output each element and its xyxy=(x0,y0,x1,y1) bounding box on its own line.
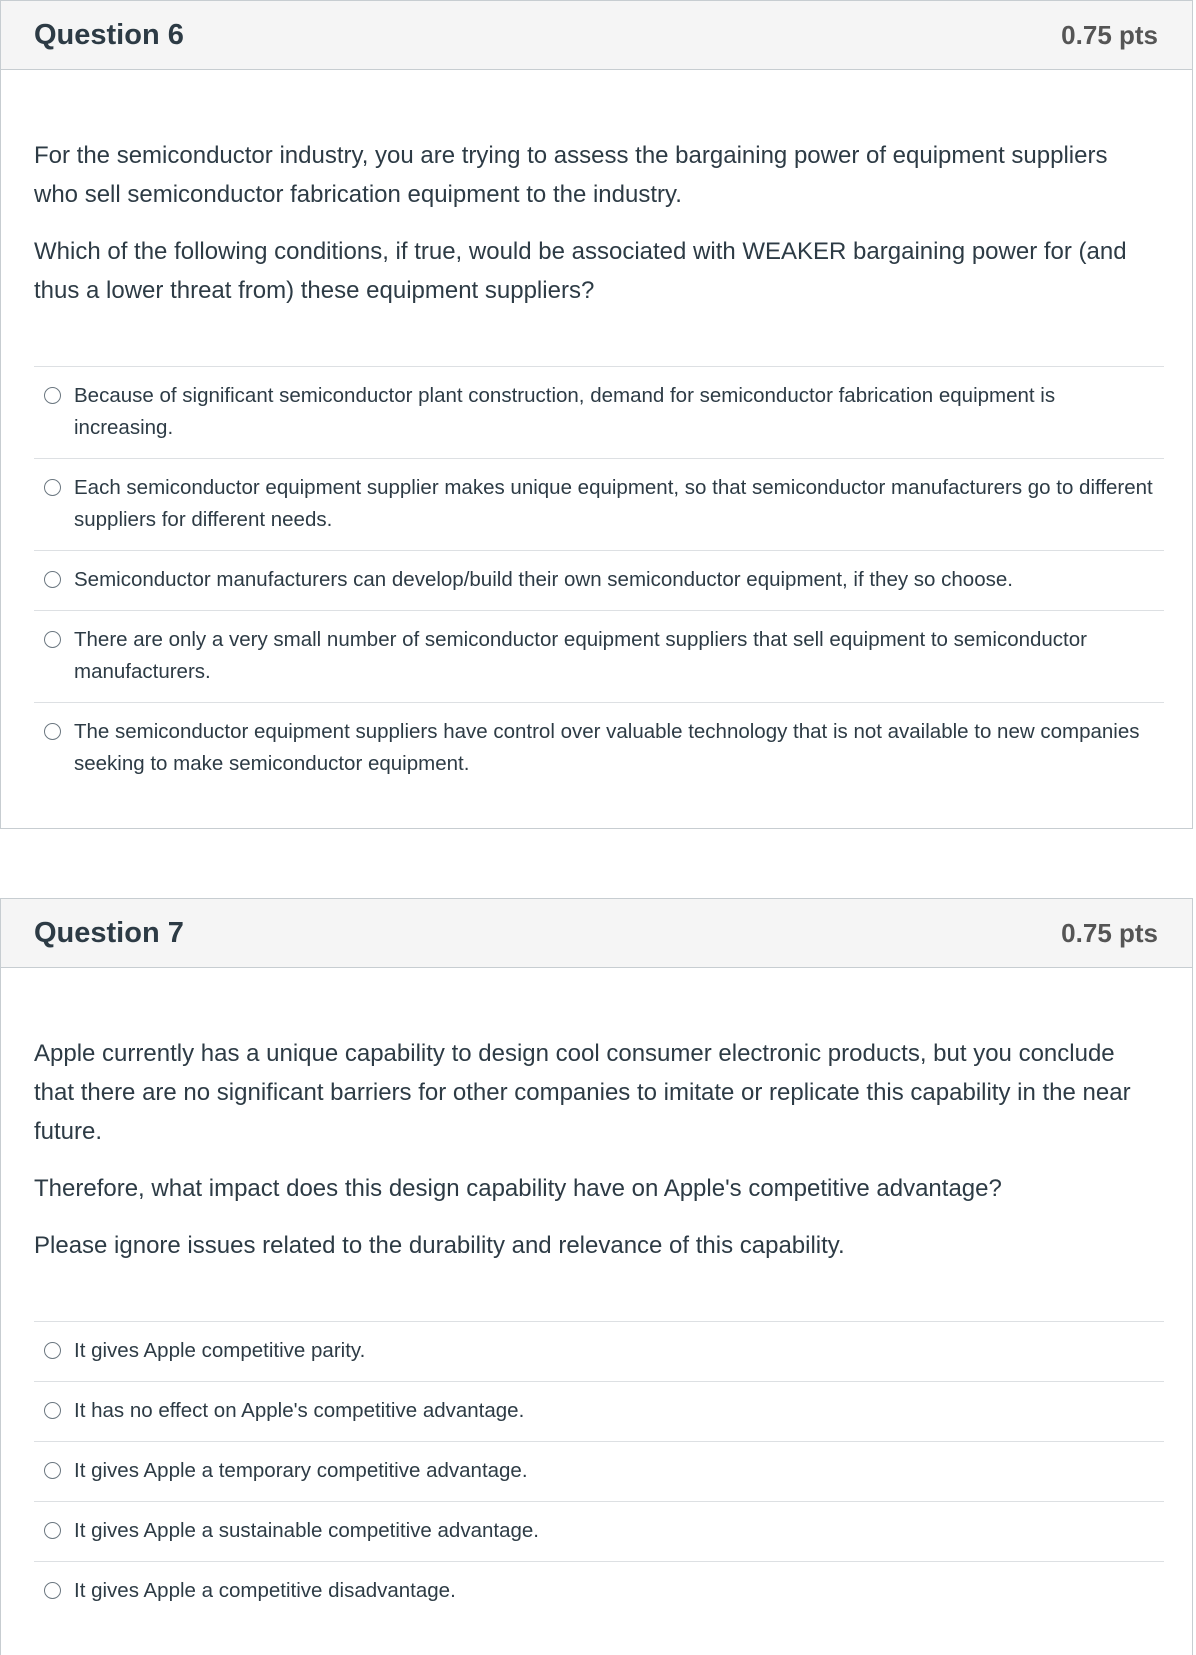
question-paragraph: Please ignore issues related to the durability and relevance of this capability. xyxy=(34,1232,845,1259)
question-paragraph: Which of the following conditions, if true, would be associated with WEAKER bargaining power for (and thus a lower threat from) these equipment suppliers? xyxy=(34,238,1127,304)
question-points: 0.75 pts xyxy=(1061,917,1158,948)
radio-button[interactable] xyxy=(44,571,61,588)
question-title: Question 6 xyxy=(34,18,184,51)
answer-option[interactable] xyxy=(34,611,1164,703)
radio-button[interactable] xyxy=(44,387,61,404)
question-points: 0.75 pts xyxy=(1061,19,1158,50)
radio-button[interactable] xyxy=(44,1402,61,1419)
answer-label: Each semiconductor equipment supplier makes unique equipment, so that semiconductor manufacturers go to different suppliers for different needs. xyxy=(74,476,1153,531)
answer-label: It gives Apple competitive parity. xyxy=(74,1339,366,1362)
question-6 xyxy=(0,0,1193,829)
answer-option[interactable] xyxy=(34,1562,1164,1621)
answer-option[interactable] xyxy=(34,703,1164,794)
answer-label: There are only a very small number of semiconductor equipment suppliers that sell equipment to semiconductor manufacturers. xyxy=(74,628,1087,683)
radio-button[interactable] xyxy=(44,723,61,740)
answer-option[interactable] xyxy=(34,459,1164,551)
answer-label: Semiconductor manufacturers can develop/build their own semiconductor equipment, if they so choose. xyxy=(74,568,1013,591)
answer-option[interactable] xyxy=(34,367,1164,459)
question-text xyxy=(34,1034,1192,1265)
radio-button[interactable] xyxy=(44,479,61,496)
question-paragraph: Apple currently has a unique capability to design cool consumer electronic products, but you conclude that there are no significant barriers for other companies to imitate or replicate this capability in the near future. xyxy=(34,1040,1131,1145)
answer-label: The semiconductor equipment suppliers have control over valuable technology that is not available to new companies seeking to make semiconductor equipment. xyxy=(74,720,1140,775)
answer-list xyxy=(34,366,1164,794)
answer-option[interactable] xyxy=(34,1442,1164,1502)
answer-label: It has no effect on Apple's competitive advantage. xyxy=(74,1399,525,1422)
question-paragraph: For the semiconductor industry, you are trying to assess the bargaining power of equipment suppliers who sell semiconductor fabrication equipment to the industry. xyxy=(34,142,1108,208)
question-header xyxy=(1,899,1192,968)
question-text xyxy=(34,136,1192,310)
question-paragraph: Therefore, what impact does this design capability have on Apple's competitive advantage? xyxy=(34,1175,1002,1202)
question-header xyxy=(1,1,1192,70)
question-7 xyxy=(0,898,1193,1655)
question-title: Question 7 xyxy=(34,916,184,949)
radio-button[interactable] xyxy=(44,631,61,648)
answer-label: It gives Apple a competitive disadvantage. xyxy=(74,1579,456,1602)
radio-button[interactable] xyxy=(44,1582,61,1599)
answer-list xyxy=(34,1321,1164,1621)
answer-option[interactable] xyxy=(34,1502,1164,1562)
answer-option[interactable] xyxy=(34,1322,1164,1382)
answer-option[interactable] xyxy=(34,551,1164,611)
answer-label: Because of significant semiconductor plant construction, demand for semiconductor fabrication equipment is increasing. xyxy=(74,384,1056,439)
radio-button[interactable] xyxy=(44,1342,61,1359)
radio-button[interactable] xyxy=(44,1522,61,1539)
answer-label: It gives Apple a temporary competitive advantage. xyxy=(74,1459,528,1482)
answer-option[interactable] xyxy=(34,1382,1164,1442)
radio-button[interactable] xyxy=(44,1462,61,1479)
answer-label: It gives Apple a sustainable competitive advantage. xyxy=(74,1519,539,1542)
